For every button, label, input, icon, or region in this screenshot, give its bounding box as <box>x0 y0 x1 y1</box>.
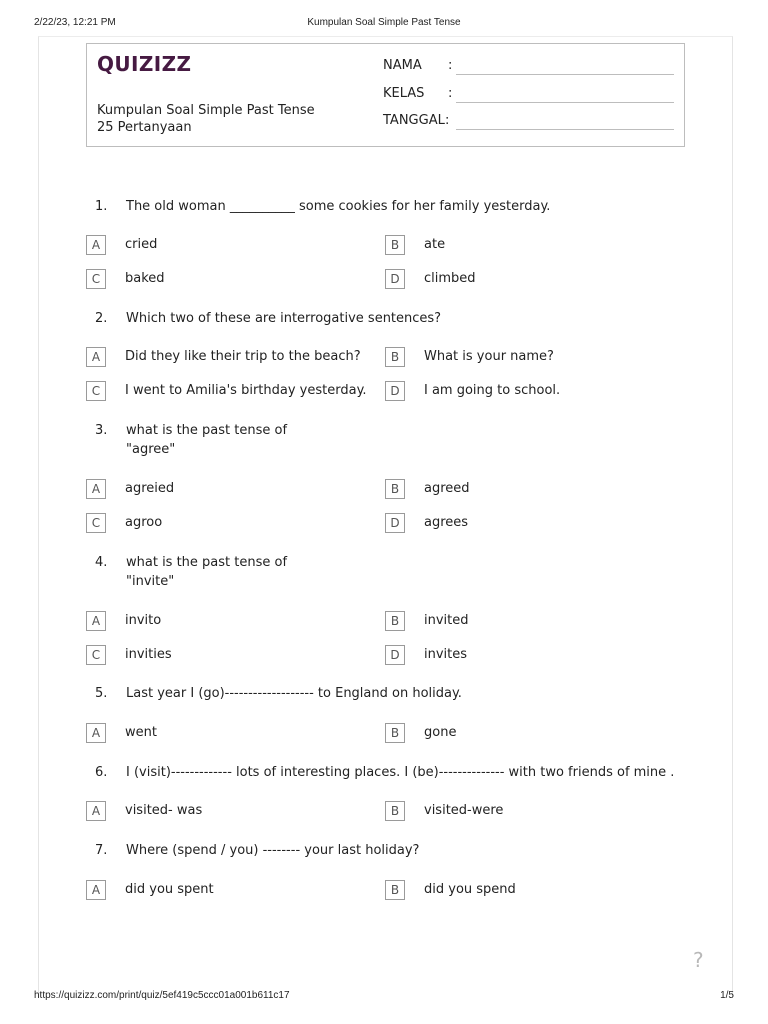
quiz-header-box <box>86 43 685 147</box>
question-text <box>126 421 686 459</box>
option-text: I am going to school. <box>424 383 561 398</box>
kelas-colon: : <box>448 86 453 101</box>
print-document-title: Kumpulan Soal Simple Past Tense <box>307 17 461 28</box>
quizizz-logo: QUIZIZZ <box>97 52 192 76</box>
option-text: visited-were <box>424 803 504 818</box>
quiz-title: Kumpulan Soal Simple Past Tense <box>97 103 315 118</box>
option-letter: D <box>385 513 405 533</box>
option-letter: A <box>86 479 106 499</box>
option-letter: B <box>385 347 405 367</box>
option-text: agreed <box>424 481 470 496</box>
option-text: invito <box>125 613 162 628</box>
nama-colon: : <box>448 58 453 73</box>
nama-blank-line <box>456 74 674 75</box>
question-number: 2. <box>95 311 108 326</box>
option-letter: C <box>86 513 106 533</box>
option-letter: B <box>385 880 405 900</box>
option-text: gone <box>424 725 457 740</box>
question-number: 3. <box>95 423 108 438</box>
option-text: Did they like their trip to the beach? <box>125 349 361 364</box>
option-letter: C <box>86 381 106 401</box>
option-text: invites <box>424 647 468 662</box>
print-url: https://quizizz.com/print/quiz/5ef419c5ccc01a001b611c17 <box>34 990 290 1001</box>
option-text: ate <box>424 237 446 252</box>
question-number: 1. <box>95 199 108 214</box>
question-line: what is the past tense of <box>126 423 288 438</box>
question-number: 6. <box>95 765 108 780</box>
option-letter: A <box>86 235 106 255</box>
option-text: visited- was <box>125 803 203 818</box>
question-text: Which two of these are interrogative sentences? <box>126 311 442 326</box>
kelas-label: KELAS <box>383 86 425 101</box>
question-text <box>126 553 686 591</box>
option-text: climbed <box>424 271 476 286</box>
option-letter: D <box>385 645 405 665</box>
question-text: Where (spend / you) -------- your last holiday? <box>126 843 420 858</box>
question-text: I (visit)------------- lots of interesting places. I (be)-------------- with two friends of mine . <box>126 765 675 780</box>
question-text: Last year I (go)------------------- to England on holiday. <box>126 686 462 701</box>
print-datetime: 2/22/23, 12:21 PM <box>34 17 116 28</box>
help-question-icon[interactable]: ? <box>693 948 704 972</box>
tanggal-colon: : <box>445 113 450 128</box>
page-number: 1/5 <box>720 990 734 1001</box>
option-text: agroo <box>125 515 163 530</box>
option-text: baked <box>125 271 165 286</box>
question-line: "agree" <box>126 442 176 457</box>
question-line: what is the past tense of <box>126 555 288 570</box>
option-letter: B <box>385 801 405 821</box>
option-letter: B <box>385 723 405 743</box>
option-letter: A <box>86 347 106 367</box>
option-text: did you spend <box>424 882 516 897</box>
option-text: invities <box>125 647 172 662</box>
kelas-blank-line <box>456 102 674 103</box>
option-text: did you spent <box>125 882 214 897</box>
option-text: cried <box>125 237 158 252</box>
question-number: 4. <box>95 555 108 570</box>
option-letter: B <box>385 235 405 255</box>
option-text: agreied <box>125 481 175 496</box>
option-letter: B <box>385 479 405 499</box>
option-text: invited <box>424 613 469 628</box>
option-letter: B <box>385 611 405 631</box>
option-letter: A <box>86 611 106 631</box>
option-letter: C <box>86 645 106 665</box>
print-footer <box>34 990 734 1004</box>
tanggal-label: TANGGAL <box>383 113 445 128</box>
option-letter: C <box>86 269 106 289</box>
option-text: agrees <box>424 515 469 530</box>
option-text: went <box>125 725 157 740</box>
option-letter: A <box>86 801 106 821</box>
question-count: 25 Pertanyaan <box>97 120 192 135</box>
question-text: The old woman __________ some cookies for her family yesterday. <box>126 199 551 214</box>
option-letter: A <box>86 880 106 900</box>
option-letter: D <box>385 269 405 289</box>
tanggal-blank-line <box>456 129 674 130</box>
option-text: I went to Amilia's birthday yesterday. <box>125 383 367 398</box>
print-header <box>34 17 734 31</box>
option-letter: D <box>385 381 405 401</box>
question-number: 5. <box>95 686 108 701</box>
nama-label: NAMA <box>383 58 422 73</box>
option-text: What is your name? <box>424 349 554 364</box>
question-number: 7. <box>95 843 108 858</box>
option-letter: A <box>86 723 106 743</box>
question-line: "invite" <box>126 574 175 589</box>
